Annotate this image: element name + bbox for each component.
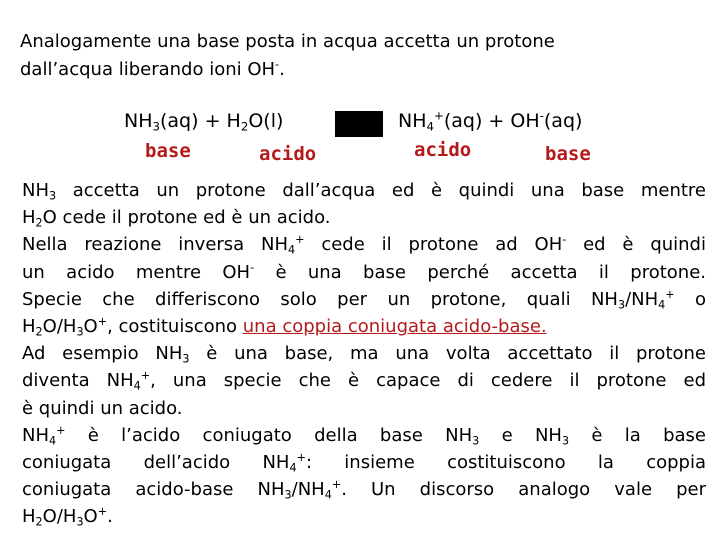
t: Nella reazione inversa NH	[22, 234, 289, 256]
equation-reactants	[124, 110, 283, 132]
superscript: -	[539, 108, 544, 123]
text-line	[22, 286, 706, 313]
text-line	[22, 422, 706, 449]
subscript: 3	[76, 325, 84, 339]
t: .	[107, 506, 113, 528]
eq-text: (aq) + OH	[443, 110, 540, 132]
superscript: +	[295, 233, 305, 247]
intro-text: dall’acqua liberando ioni OH	[20, 59, 276, 80]
superscript: +	[665, 287, 675, 301]
intro-paragraph	[20, 28, 700, 84]
text-line	[22, 395, 706, 422]
superscript: +	[331, 477, 342, 491]
t: O	[83, 316, 98, 338]
t: diventa NH	[22, 370, 134, 392]
subscript: 3	[49, 189, 57, 203]
t: un acido mentre OH	[22, 261, 251, 283]
superscript: +	[97, 505, 108, 519]
t: accetta un protone dall’acqua ed è quindi una base mentre	[56, 180, 706, 201]
text-line	[22, 204, 706, 231]
subscript: 4	[658, 298, 666, 312]
superscript: +	[56, 423, 66, 437]
subscript: 4	[426, 119, 434, 134]
t: H	[22, 207, 36, 229]
t: cede il protone ad OH	[304, 234, 563, 256]
t: è quindi un acido.	[22, 397, 183, 419]
role-label-base-2: base	[545, 143, 591, 165]
t: O cede il protone ed è un acido.	[42, 207, 331, 229]
role-label-acido-2: acido	[414, 139, 472, 161]
t: /NH	[625, 288, 659, 310]
t: . Un discorso analogo vale per	[341, 479, 706, 501]
subscript: 3	[152, 119, 160, 134]
intro-end: .	[279, 59, 285, 80]
subscript: 4	[289, 461, 297, 475]
subscript: 2	[240, 119, 249, 134]
explanation-paragraph	[22, 177, 706, 531]
subscript: 3	[182, 352, 190, 366]
t: è una base perché accetta il protone.	[254, 261, 706, 283]
t: O	[83, 506, 98, 528]
text-line	[22, 503, 706, 530]
text-line	[22, 259, 706, 286]
t: è l’acido coniugato della base NH	[65, 424, 473, 446]
role-label-acido-1: acido	[259, 143, 317, 165]
eq-text: O(l)	[248, 110, 284, 132]
t: , una specie che è capace di cedere il protone ed	[150, 370, 706, 392]
t: coniugata acido-base NH	[22, 479, 285, 501]
t: H	[22, 316, 36, 338]
eq-text: NH	[124, 110, 153, 132]
t: /NH	[291, 479, 325, 501]
subscript: 3	[561, 434, 570, 448]
t: e NH	[479, 424, 562, 446]
superscript: +	[97, 314, 108, 328]
equation-products	[398, 110, 582, 132]
intro-line-2	[20, 56, 700, 84]
t: : insieme costituiscono la coppia	[305, 452, 707, 474]
t: o	[674, 288, 706, 310]
superscript: +	[296, 450, 306, 464]
subscript: 2	[35, 515, 43, 529]
t: coniugata dell’acido NH	[22, 452, 290, 474]
subscript: 3	[284, 488, 292, 502]
t: Ad esempio NH	[22, 343, 183, 365]
t: O/H	[42, 506, 77, 528]
text-line	[22, 313, 706, 340]
subscript: 2	[35, 325, 43, 339]
t: Specie che differiscono solo per un protone, quali NH	[22, 288, 618, 310]
text-line	[22, 177, 706, 204]
text-line	[22, 476, 706, 503]
subscript: 2	[35, 216, 43, 230]
text-line	[22, 449, 706, 476]
t: O/H	[42, 316, 77, 338]
text-line	[22, 367, 706, 394]
t: , costituiscono	[107, 316, 243, 338]
subscript: 4	[288, 243, 296, 257]
superscript: +	[434, 108, 444, 123]
subscript: 4	[133, 379, 141, 393]
equilibrium-arrow-box	[335, 111, 383, 137]
intro-line-1: Analogamente una base posta in acqua accetta un protone	[20, 31, 555, 52]
t: ed è quindi	[566, 234, 706, 256]
subscript: 3	[472, 434, 480, 448]
superscript: -	[562, 233, 567, 247]
superscript: -	[275, 57, 280, 71]
subscript: 4	[49, 434, 57, 448]
role-label-base-1: base	[145, 140, 191, 162]
eq-text: (aq) + H	[160, 110, 241, 132]
eq-text: (aq)	[543, 110, 583, 132]
t: H	[22, 506, 36, 528]
t: è la base	[569, 424, 706, 446]
superscript: -	[250, 260, 255, 274]
t: NH	[22, 424, 49, 446]
conjugate-pair-highlight: una coppia coniugata acido-base.	[242, 316, 547, 338]
t: NH	[22, 180, 49, 201]
t: è una base, ma una volta accettato il protone	[189, 343, 706, 365]
text-line	[22, 340, 706, 367]
subscript: 4	[324, 488, 332, 502]
subscript: 3	[76, 515, 84, 529]
text-line	[22, 231, 706, 258]
subscript: 3	[617, 298, 626, 312]
superscript: +	[140, 369, 151, 383]
eq-text: NH	[398, 110, 427, 132]
